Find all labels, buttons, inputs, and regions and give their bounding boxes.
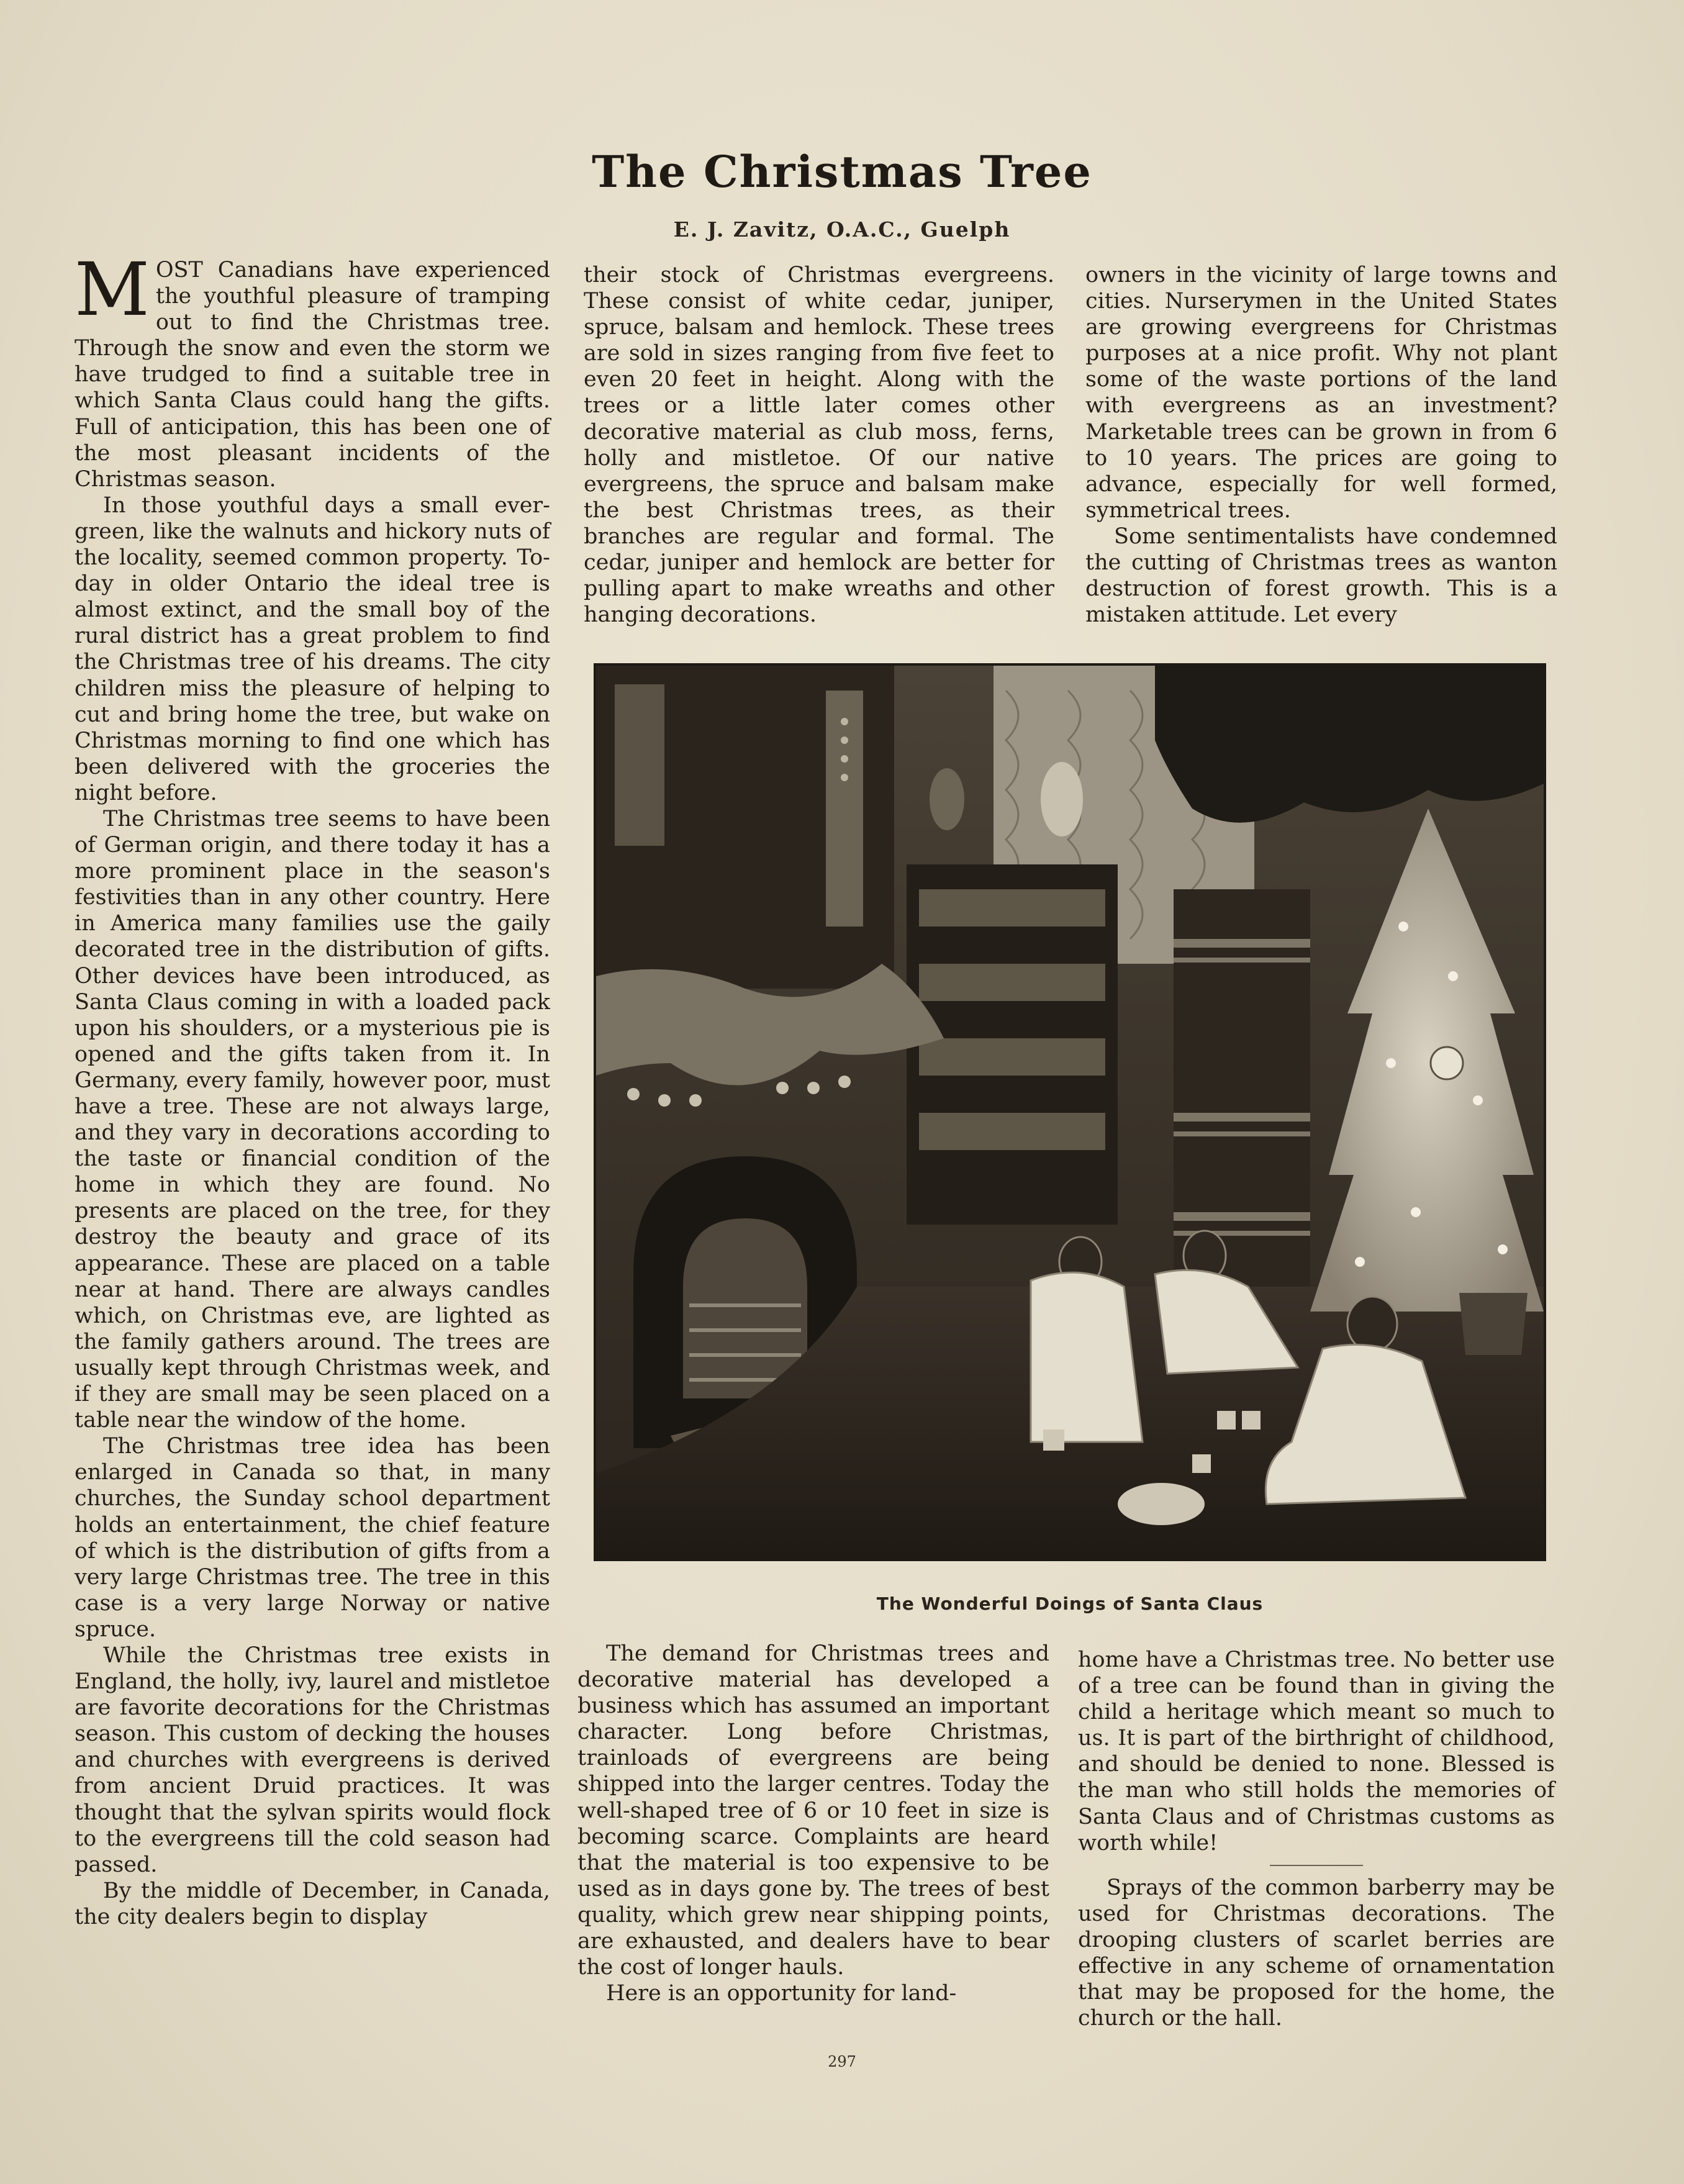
paragraph: their stock of Christmas evergreens. These consist of white cedar, juniper, spruce, balsam and hemlock. These trees are sold in sizes ranging from five feet to even 20 feet in height. Along with the trees or a little later comes other decorative material as club moss, ferns, holly and mistletoe. Of our native evergreens, the spruce and balsam make the best Christmas trees, as their branches are regular and formal. The cedar, juniper and hemlock are better for pulling apart to make wreaths and other hanging decorations. (584, 263, 1054, 628)
column-middle-top (584, 262, 1054, 628)
column-left (75, 247, 550, 1930)
column-middle-bottom (577, 1641, 1049, 2006)
column-right-top (1085, 262, 1557, 628)
paragraph: The demand for Christmas trees and decorative material has developed a business which has assumed an important character. Long before Christmas, trainloads of evergreens are being shipped into the larger centres. Today the well-shaped tree of 6 or 10 feet in size is becoming scarce. Complaints are heard that the material is too expensive to be used as in days gone by. The trees of best quality, which grew near shipping points, are exhausted, and dealers have to bear the cost of longer hauls. (577, 1641, 1049, 1980)
page-number: 297 (828, 2053, 856, 2070)
paragraph: Some sentimentalists have condemned the cutting of Christmas trees as wanton destruction of forest growth. This is a mistaken attitude. Let every (1085, 523, 1557, 628)
paragraph: home have a Christmas tree. No better use of a tree can be found than in giving the child a heritage which meant so much to us. It is part of the birthright of childhood, and should be denied to none. Blessed is the man who still holds the memories of Santa Claus and of Christmas customs as worth while! (1078, 1647, 1555, 1855)
paragraph: owners in the vicinity of large towns and cities. Nurserymen in the United States are growing evergreens for Christmas purposes at a nice profit. Why not plant some of the waste portions of the land with evergreens as an investment? Marketable trees can be grown in from 6 to 10 years. The prices are going to advance, especially for well formed, symmetrical trees. (1085, 263, 1557, 523)
paragraph: The Christmas tree seems to have been of German origin, and there today it has a more prominent place in the season's festivities than in any other country. Here in America many families use the gaily decorated tree in the distribution of gifts. Other devices have been introduced, as Santa Claus coming in with a loaded pack upon his shoulders, or a mysterious pie is opened and the gifts taken from it. In Germany, every family, however poor, must have a tree. These are not always large, and they vary in decorations according to the taste or financial condition of the home in which they are found. No presents are placed on the tree, for they destroy the beauty and grace of its appearance. These are placed on a table near at hand. There are always candles which, on Christmas eve, are lighted as the family gathers around. The trees are usually kept through Christmas week, and if they are small may be seen placed on a table near the window of the home. (75, 806, 550, 1433)
paragraph: Here is an opportunity for land- (606, 1981, 957, 2006)
drop-cap: M (75, 247, 150, 332)
photo-caption: The Wonderful Doings of Santa Claus (876, 1593, 1264, 1614)
paragraph: In those youthful days a small evergreen, like the walnuts and hickory nuts of the locality, seemed common property. To-day in older Ontario the ideal tree is almost extinct, and the small boy of the rural district has a great problem to find the Christmas tree of his dreams. The city children miss the pleasure of helping to cut and bring home the tree, but wake on Christmas morning to find one which has been delivered with the groceries the night before. (75, 492, 550, 805)
article-byline: E. J. Zavitz, O.A.C., Guelph (673, 217, 1011, 242)
paragraph: The Christmas tree idea has been enlarged in Canada so that, in many churches, the Sunday school department holds an entertainment, the chief feature of which is the distribution of gifts from a very large Christmas tree. The tree in this case is a very large Norway or native spruce. (75, 1434, 550, 1642)
column-right-bottom (1078, 1647, 1555, 2031)
paragraph: MOST Canadians have experienced the youthful pleasure of tramping out to find the Christmas tree. Through the snow and even the storm we have trudged to find a suitable tree in which Santa Claus could hang the gifts. Full of anticipation, this has been one of the most pleasant incidents of the Christmas season. (75, 247, 550, 492)
christmas-photograph (594, 663, 1546, 1561)
article-title: The Christmas Tree (592, 146, 1092, 197)
paragraph: Sprays of the common barberry may be used for Christmas decorations. The drooping clusters of scarlet berries are effective in any scheme of ornamentation that may be proposed for the home, the church or the hall. (1078, 1875, 1555, 2031)
paragraph: While the Christmas tree exists in England, the holly, ivy, laurel and mistletoe are favorite decorations for the Christmas season. This custom of decking the houses and churches with evergreens is derived from ancient Druid practices. It was thought that the sylvan spirits would flock to the evergreens till the cold season had passed. (75, 1643, 550, 1877)
paragraph: By the middle of December, in Canada, the city dealers begin to display (75, 1878, 550, 1929)
section-divider (1270, 1865, 1363, 1866)
